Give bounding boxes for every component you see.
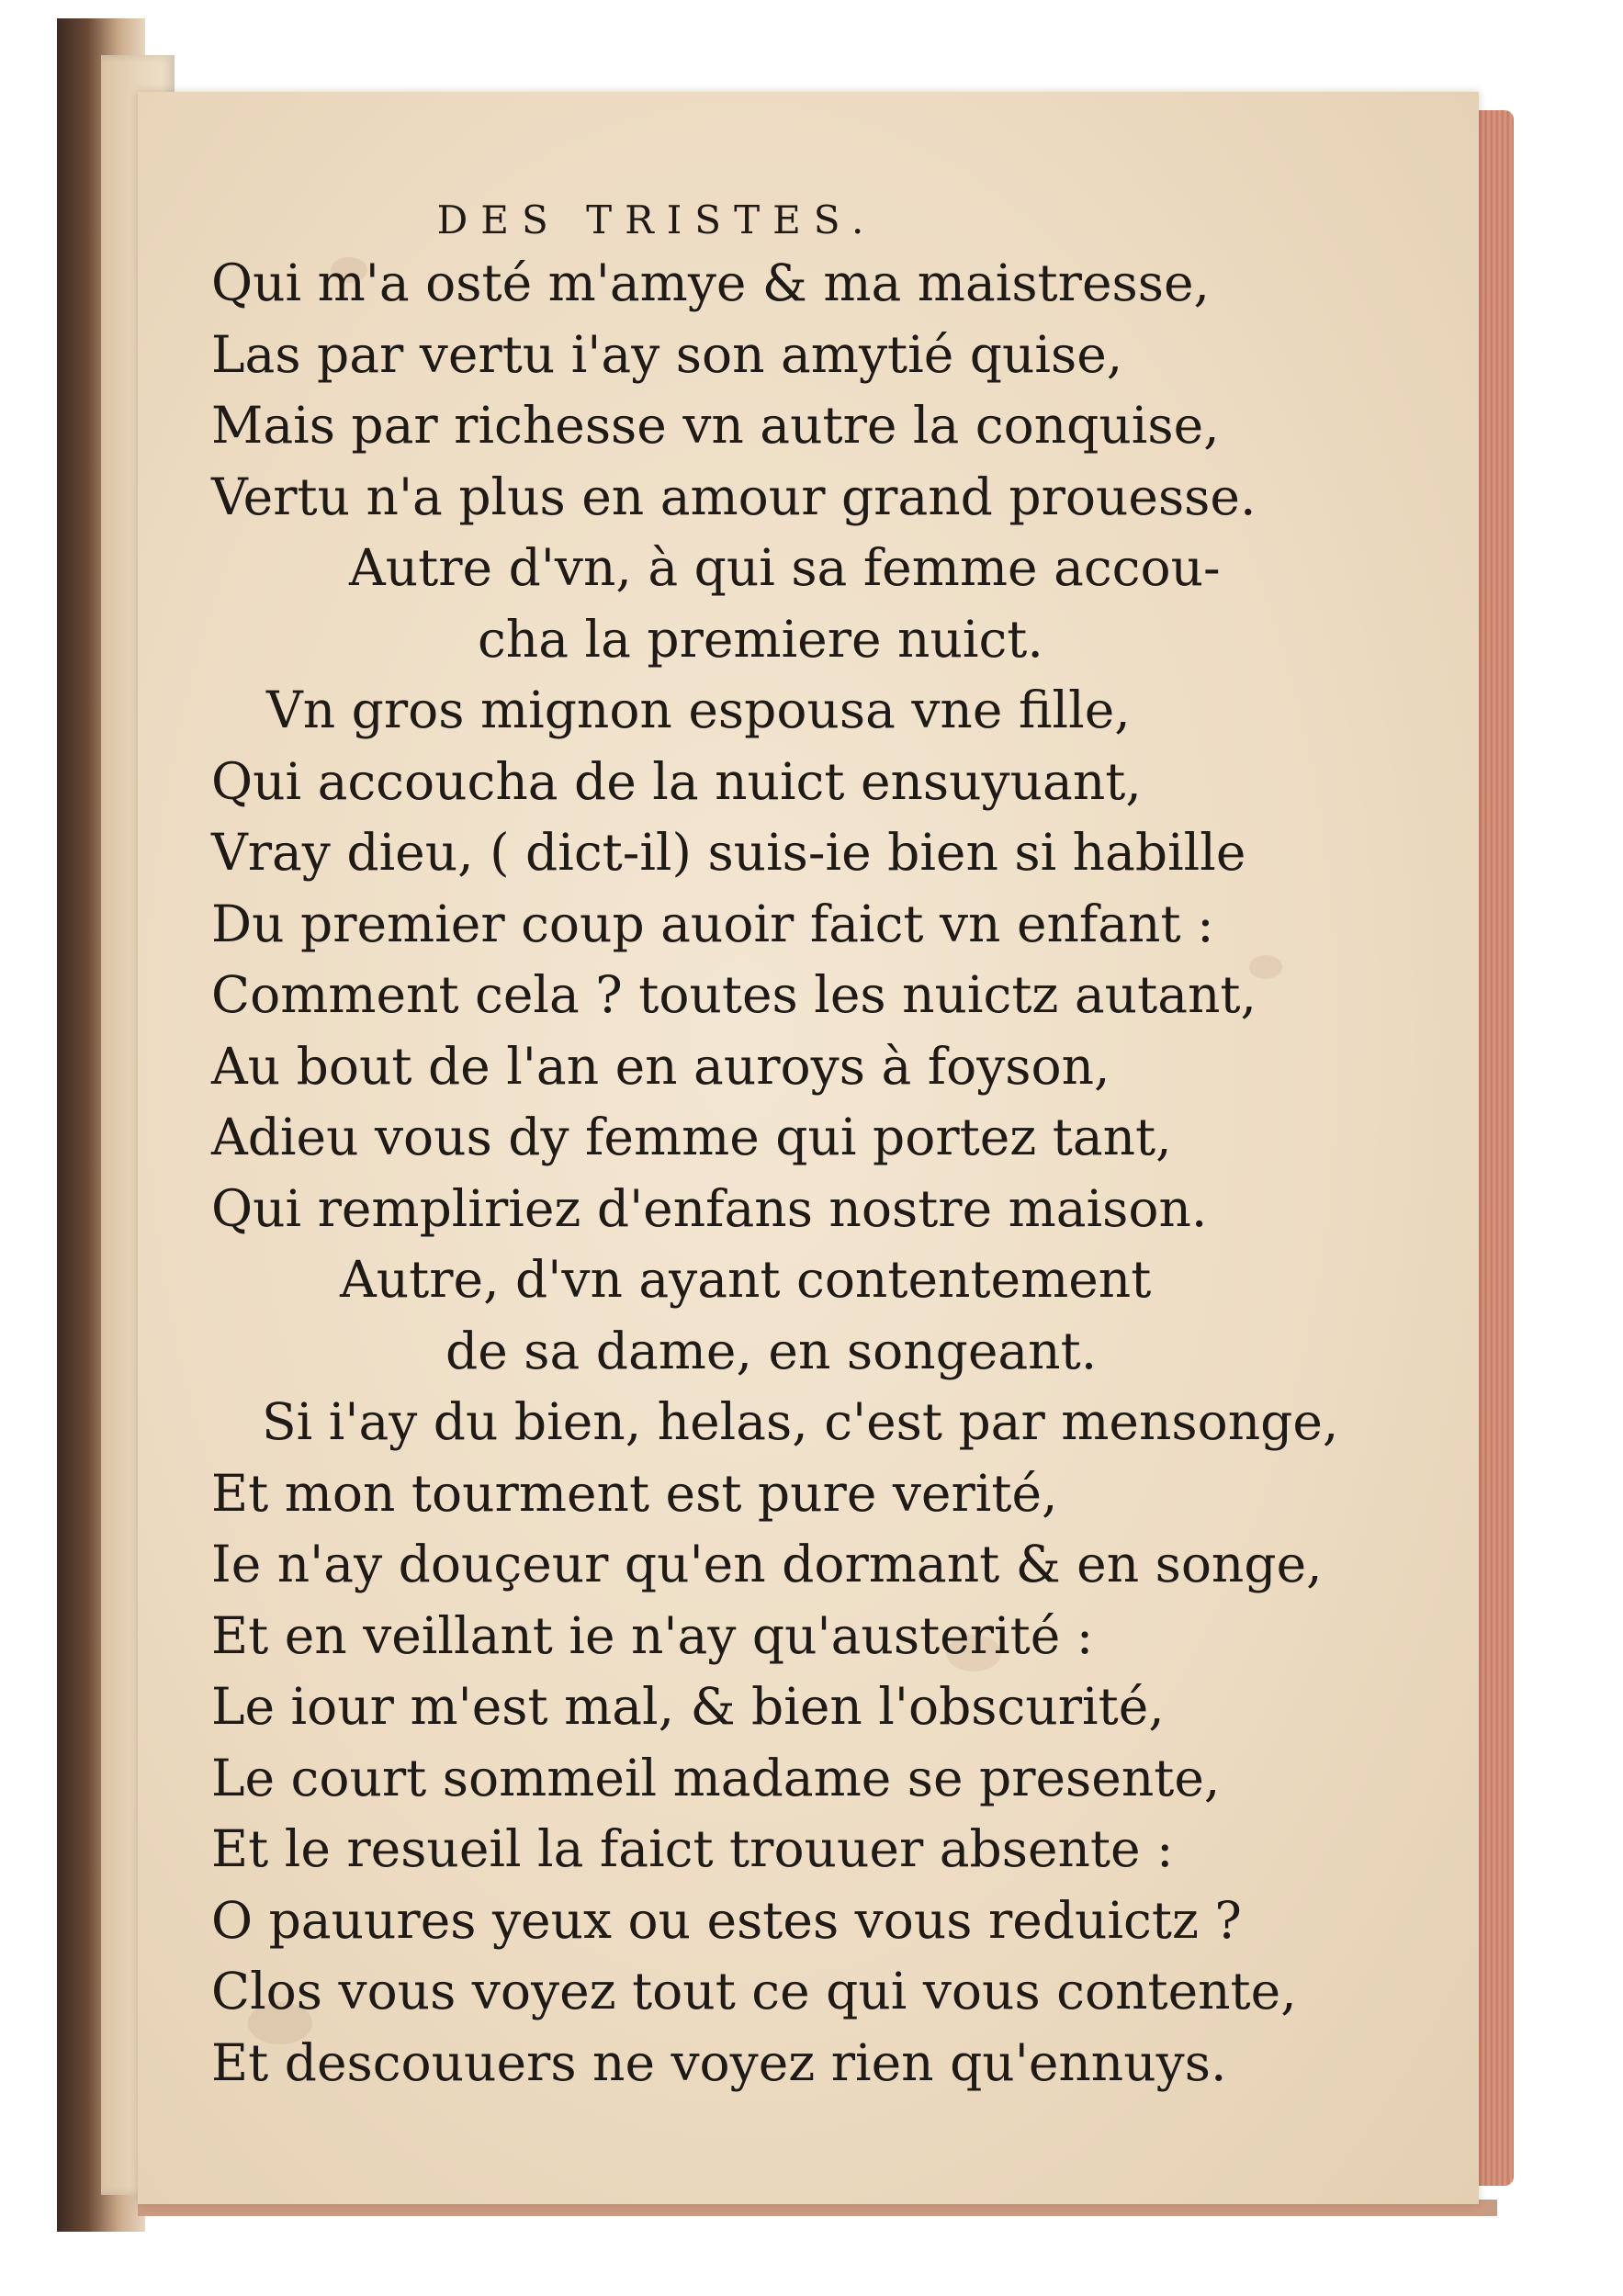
verse-line: Au bout de l'an en auroys à foyson, bbox=[211, 1036, 1110, 1096]
page-text bbox=[211, 197, 1405, 2099]
stanza-1 bbox=[211, 248, 1405, 533]
heading-line: Autre d'vn, à qui sa femme accou- bbox=[349, 538, 1221, 597]
verse-line: Qui accoucha de la nuict ensuyuant, bbox=[211, 751, 1142, 811]
running-head: DES TRISTES. bbox=[436, 197, 877, 242]
verse-line: Si i'ay du bien, helas, c'est par mensonge, bbox=[262, 1392, 1339, 1451]
verse-line: Clos vous voyez tout ce qui vous contente, bbox=[211, 1962, 1297, 2020]
stanza-2 bbox=[211, 675, 1405, 1244]
poem-heading-2 bbox=[211, 533, 1405, 675]
verse-line: Vray dieu, ( dict-il) suis-ie bien si habille bbox=[211, 823, 1246, 882]
verse-line: Comment cela ? toutes les nuictz autant, bbox=[211, 965, 1257, 1024]
stanza-3 bbox=[211, 1387, 1405, 2099]
verse-line: Ie n'ay douçeur qu'en dormant & en songe, bbox=[211, 1535, 1323, 1593]
verse-line: Qui rempliriez d'enfans nostre maison. bbox=[211, 1178, 1208, 1238]
verse-line: Du premier coup auoir faict vn enfant : bbox=[211, 894, 1214, 953]
verse-line: Et en veillant ie n'ay qu'austerité : bbox=[211, 1605, 1094, 1665]
verse-line: Adieu vous dy femme qui portez tant, bbox=[211, 1108, 1172, 1166]
heading-line: Autre, d'vn ayant contentement bbox=[340, 1250, 1152, 1309]
heading-line: de sa dame, en songeant. bbox=[445, 1321, 1098, 1380]
verse-line: Le court sommeil madame se presente, bbox=[211, 1748, 1221, 1807]
verse-line: Vertu n'a plus en amour grand prouesse. bbox=[211, 467, 1257, 526]
verse-line: Et mon tourment est pure verité, bbox=[211, 1463, 1058, 1523]
verse-line: Vn gros mignon espousa vne fille, bbox=[266, 681, 1131, 739]
verse-line: Le iour m'est mal, & bien l'obscurité, bbox=[211, 1677, 1165, 1736]
verse-line: Mais par richesse vn autre la conquise, bbox=[211, 396, 1220, 455]
verse-line: Et descouuers ne voyez rien qu'ennuys. bbox=[211, 2032, 1227, 2092]
verse-line: Et le resueil la faict trouuer absente : bbox=[211, 1819, 1174, 1878]
verse-line: Qui m'a osté m'amye & ma maistresse, bbox=[211, 253, 1210, 312]
verse-line: O pauures yeux ou estes vous reduictz ? bbox=[211, 1890, 1242, 1950]
verse-line: Las par vertu i'ay son amytié quise, bbox=[211, 324, 1123, 384]
heading-line: cha la premiere nuict. bbox=[478, 609, 1043, 669]
poem-heading-3 bbox=[211, 1244, 1405, 1387]
